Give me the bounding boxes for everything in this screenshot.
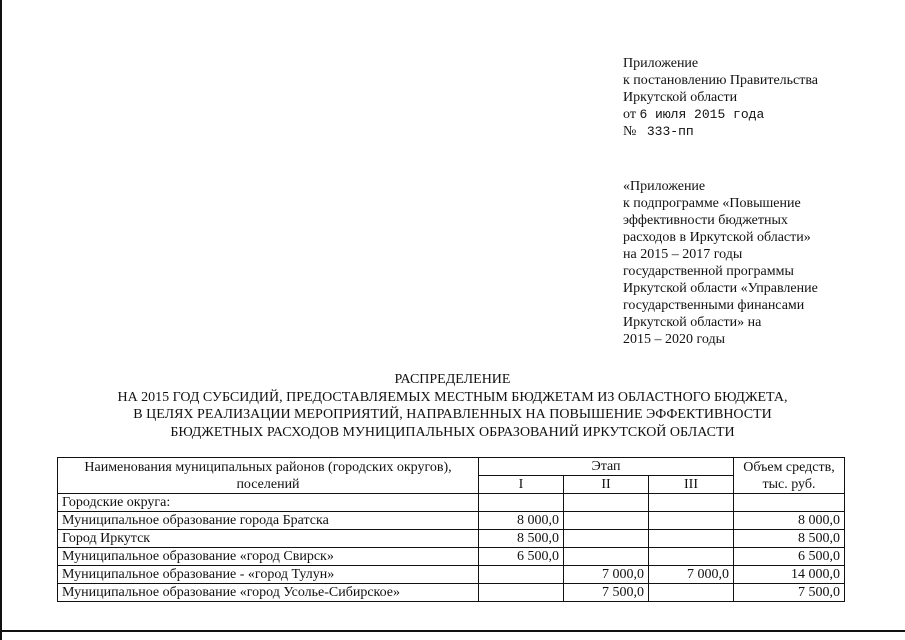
cell-empty	[734, 494, 845, 512]
table-row	[58, 566, 845, 584]
header-municipality-line1: Наименования муниципальных районов (городских округов),	[84, 459, 452, 475]
scan-edge-bottom	[0, 630, 905, 632]
subprogram-line: Иркутской области «Управление	[623, 281, 818, 296]
heading-title: РАСПРЕДЕЛЕНИЕ	[394, 372, 511, 387]
subprogram-line: расходов в Иркутской области»	[623, 230, 811, 245]
heading-line: В ЦЕЛЯХ РЕАЛИЗАЦИИ МЕРОПРИЯТИЙ, НАПРАВЛЕННЫХ НА ПОВЫШЕНИЕ ЭФФЕКТИВНОСТИ	[133, 407, 772, 422]
row-stage-1: 6 500,0	[479, 548, 564, 566]
row-stage-2	[564, 530, 649, 548]
table-header-row	[58, 458, 845, 476]
row-stage-2	[564, 548, 649, 566]
section-label: Городские округа:	[58, 494, 479, 512]
from-label: от	[623, 107, 636, 122]
appendix-line: Приложение	[623, 56, 699, 71]
subprogram-line: государственными финансами	[623, 298, 805, 313]
header-total-line1: Объем средств,	[743, 459, 835, 475]
row-stage-3: 7 000,0	[649, 566, 734, 584]
appendix-line: к постановлению Правительства	[623, 73, 819, 88]
decree-number: 333-пп	[646, 124, 694, 139]
row-stage-3	[649, 512, 734, 530]
header-stage-1: I	[479, 476, 564, 494]
row-stage-1: 8 500,0	[479, 530, 564, 548]
section-row	[58, 494, 845, 512]
row-stage-1	[479, 584, 564, 602]
subsidy-distribution-table	[57, 457, 845, 602]
appendix-line: Иркутской области	[623, 90, 738, 105]
appendix-number-line	[623, 123, 818, 140]
row-stage-1: 8 000,0	[479, 512, 564, 530]
number-label: №	[623, 124, 637, 139]
row-total: 6 500,0	[734, 548, 845, 566]
header-stage-2: II	[564, 476, 649, 494]
row-municipality: Муниципальное образование города Братска	[58, 512, 479, 530]
table-row	[58, 530, 845, 548]
subprogram-line: 2015 – 2020 годы	[623, 332, 726, 347]
row-total: 14 000,0	[734, 566, 845, 584]
subprogram-line: «Приложение	[623, 179, 706, 194]
header-municipality	[58, 458, 479, 494]
row-stage-2	[564, 512, 649, 530]
decree-date: 6 июля 2015 года	[639, 107, 765, 122]
row-stage-3	[649, 530, 734, 548]
header-stage: Этап	[479, 458, 734, 476]
subprogram-line: к подпрограмме «Повышение	[623, 196, 801, 211]
row-total: 7 500,0	[734, 584, 845, 602]
header-total	[734, 458, 845, 494]
row-stage-3	[649, 584, 734, 602]
header-total-line2: тыс. руб.	[762, 476, 816, 492]
cell-empty	[649, 494, 734, 512]
row-stage-3	[649, 548, 734, 566]
row-total: 8 500,0	[734, 530, 845, 548]
heading-line: БЮДЖЕТНЫХ РАСХОДОВ МУНИЦИПАЛЬНЫХ ОБРАЗОВАНИЙ ИРКУТСКОЙ ОБЛАСТИ	[170, 424, 735, 440]
row-stage-1	[479, 566, 564, 584]
cell-empty	[479, 494, 564, 512]
subprogram-line: государственной программы	[623, 264, 794, 279]
appendix-reference	[623, 55, 818, 140]
header-stage-3: III	[649, 476, 734, 494]
row-municipality: Город Иркутск	[58, 530, 479, 548]
row-stage-2: 7 000,0	[564, 566, 649, 584]
row-total: 8 000,0	[734, 512, 845, 530]
scan-edge-left	[0, 0, 2, 640]
subprogram-line: Иркутской области» на	[623, 315, 762, 330]
row-stage-2: 7 500,0	[564, 584, 649, 602]
table-row	[58, 512, 845, 530]
row-municipality: Муниципальное образование - «город Тулун»	[58, 566, 479, 584]
cell-empty	[564, 494, 649, 512]
appendix-date-line	[623, 106, 818, 123]
header-municipality-line2: поселений	[236, 476, 300, 492]
table-row	[58, 548, 845, 566]
row-municipality: Муниципальное образование «город Усолье-Сибирское»	[58, 584, 479, 602]
row-municipality: Муниципальное образование «город Свирск»	[58, 548, 479, 566]
heading-line: НА 2015 ГОД СУБСИДИЙ, ПРЕДОСТАВЛЯЕМЫХ МЕСТНЫМ БЮДЖЕТАМ ИЗ ОБЛАСТНОГО БЮДЖЕТА,	[117, 389, 788, 405]
table-row	[58, 584, 845, 602]
subprogram-appendix	[623, 178, 818, 348]
subprogram-line: на 2015 – 2017 годы	[623, 247, 743, 262]
subprogram-line: эффективности бюджетных	[623, 213, 788, 228]
document-heading	[0, 371, 905, 441]
